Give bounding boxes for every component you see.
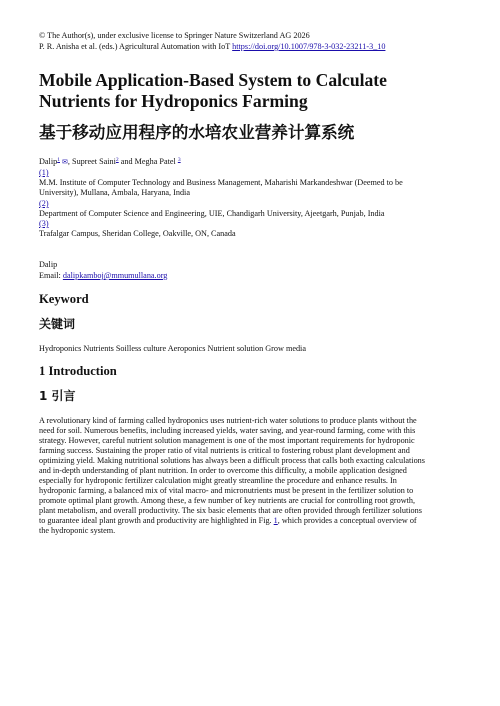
email-link[interactable]: dalipkamboj@mmumullana.org [62, 271, 168, 280]
affiliation-text: Trafalgar Campus, Sheridan College, Oakville, ON, Canada [39, 229, 236, 238]
affiliation-ref[interactable]: (1) [39, 168, 49, 177]
paragraph-line: A revolutionary kind of farming called hydroponics uses nutrient-rich water solutions to produce plants without the [39, 416, 417, 425]
citation-line [39, 42, 385, 52]
affiliation-text: Department of Computer Science and Engineering, UIE, Chandigarh University, Ajeetgarh, Punjab, India [39, 209, 385, 218]
author-3-name: Megha Patel [134, 157, 176, 166]
paragraph-line: plant metabolism, and overall productivity. The six basic elements that are often provided through fertilizer solutions [39, 506, 422, 515]
affiliation-2 [39, 199, 385, 219]
authors-line: Dalip$^1$ ✉, Supreet Saini$^2$ and Megha Patel $^3$ [39, 157, 181, 166]
affiliation-ref[interactable]: (2) [39, 199, 49, 208]
affiliation-text: M.M. Institute of Computer Technology and Business Management, Maharishi Markandeshwar (Deemed to be [39, 178, 403, 187]
paragraph-line: promote optimal plant growth. Among these, a few number of key nutrients are crucial for controlling root growth, [39, 496, 416, 505]
paragraph-line: hydroponic farming, a balanced mix of vital macro- and micronutrients must be present in the fertilizer solution to [39, 486, 414, 495]
paragraph-line: farming success. Sustaining the proper ratio of vital nutrients is critical to fostering robust plant development and [39, 446, 410, 455]
paragraph-line: strategy. However, careful nutrient solution management is one of the most important requirements for hydroponic [39, 436, 415, 445]
paragraph-line: especially for hydroponic fertilizer calculation might greatly streamline the procedure and enhance results. In [39, 476, 397, 485]
title-english-line-1: Mobile Application-Based System to Calculate [39, 70, 387, 90]
paragraph-line: to guarantee ideal plant growth and productivity are highlighted in Fig. 1, which provides a conceptual overview of [39, 516, 417, 525]
keyword-heading-chinese: 关键词 [39, 317, 76, 331]
paragraph-line: need for soil. Numerous benefits, including increased yields, water saving, and year-round farming, come with this [39, 426, 416, 435]
title-english-line-2: Nutrients for Hydroponics Farming [39, 91, 308, 111]
keyword-heading: Keyword [39, 292, 89, 306]
contact-email-line [39, 271, 167, 281]
copyright-line: © The Author(s), under exclusive license to Springer Nature Switzerland AG 2026 [39, 31, 310, 40]
paragraph-line: and in-depth understanding of plant nutrition. In order to overcome this difficulty, a mobile application designed [39, 466, 407, 475]
author-2-affiliation-ref[interactable]: 2 [115, 157, 119, 163]
paragraph-line: the hydroponic system. [39, 526, 116, 535]
figure-1-link[interactable]: 1 [273, 516, 278, 525]
email-label: Email: [39, 271, 63, 280]
citation-text: P. R. Anisha et al. (eds.) Agricultural Automation with IoT [39, 42, 233, 51]
author-2-name: Supreet Saini [72, 157, 116, 166]
contact-name: Dalip [39, 260, 58, 269]
affiliation-text: University), Mullana, Ambala, Haryana, India [39, 188, 190, 197]
affiliation-3 [39, 219, 236, 239]
paragraph-line: optimizing yield. Making nutritional solutions has always been a difficult process that calls both exacting calculations [39, 456, 425, 465]
author-1-affiliation-ref[interactable]: 1 [57, 157, 60, 163]
affiliation-1 [39, 168, 403, 198]
introduction-heading: 1 Introduction [39, 364, 117, 378]
email-envelope-icon[interactable]: ✉ [62, 158, 68, 166]
introduction-paragraph [39, 416, 463, 536]
title-chinese: 基于移动应用程序的水培农业营养计算系统 [39, 123, 355, 142]
author-1-name: Dalip [39, 157, 58, 166]
affiliation-ref[interactable]: (3) [39, 219, 49, 228]
author-3-affiliation-ref[interactable]: 3 [177, 157, 181, 163]
introduction-heading-chinese: 1 引言 [39, 389, 76, 403]
keywords-list: Hydroponics Nutrients Soilless culture Aeroponics Nutrient solution Grow media [39, 344, 306, 353]
doi-link[interactable]: https://doi.org/10.1007/978-3-032-23211-3_10 [232, 42, 386, 51]
